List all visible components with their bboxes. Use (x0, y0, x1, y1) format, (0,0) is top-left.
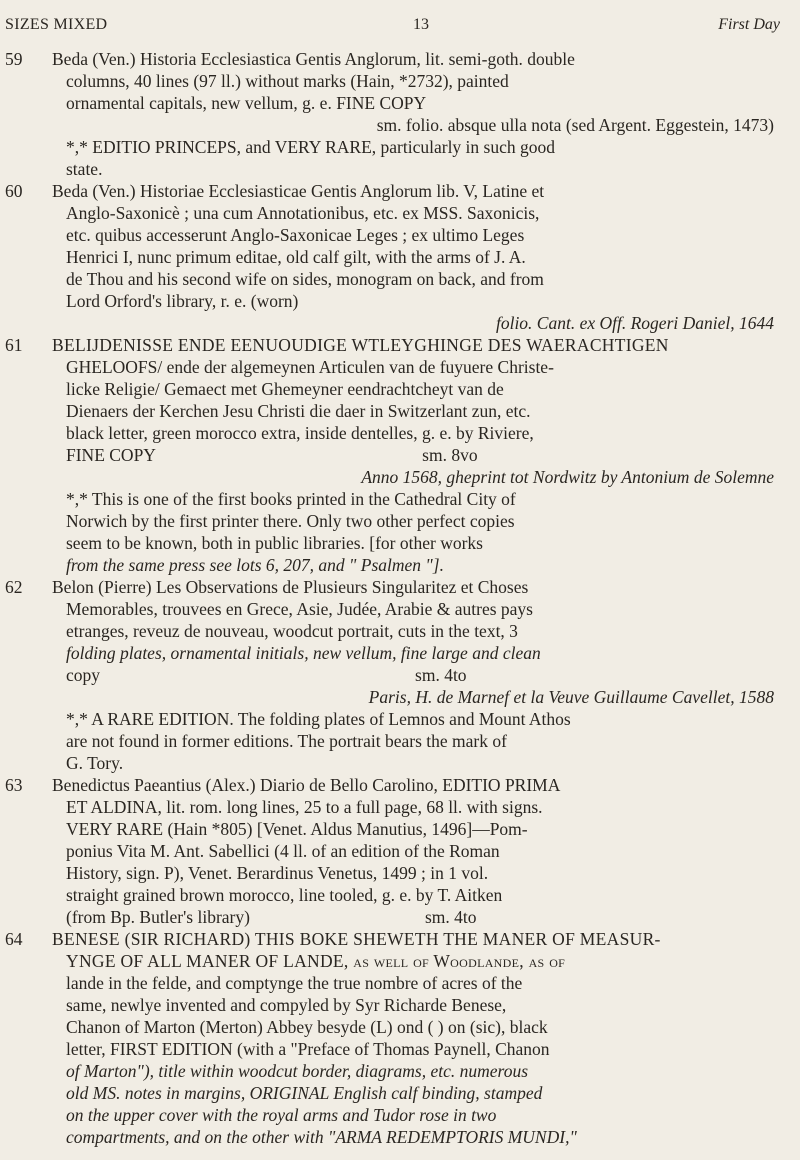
entry-line: columns, 40 lines (97 ll.) without marks (Hain, *2732), painted (66, 71, 509, 91)
entry-line: Anglo-Saxonicè ; una cum Annotationibus, etc. ex MSS. Saxonicis, (66, 203, 540, 223)
entry-note: *,* EDITIO PRINCEPS, and VERY RARE, particularly in such good (66, 137, 556, 157)
lot-entries (0, 48, 800, 1148)
entry-line: de Thou and his second wife on sides, monogram on back, and from (66, 269, 544, 289)
entry-line: of Marton"), title within woodcut border, diagrams, etc. numerous (66, 1061, 529, 1081)
entry-note: from the same press see lots 6, 207, and " Psalmen "]. (66, 555, 444, 575)
entry-line: Lord Orford's library, r. e. (worn) (66, 291, 299, 311)
entry-line: Belon (Pierre) Les Observations de Plusieurs Singularitez et Choses (52, 577, 529, 597)
entry-line: copy sm. 4to (66, 665, 467, 685)
entry-line: folio. Cant. ex Off. Rogeri Daniel, 1644 (495, 313, 774, 333)
entry-note: state. (66, 159, 103, 179)
entry-line: Chanon of Marton (Merton) Abbey besyde (L) ond ( ) on (sic), black (66, 1017, 548, 1037)
lot-entry (0, 180, 800, 334)
lot-entry (0, 928, 800, 1148)
page-header (5, 10, 780, 38)
entry-line: YNGE OF ALL MANER OF LANDE, as well of Woodlande, as of (66, 951, 566, 971)
entry-line: etranges, reveuz de nouveau, woodcut portrait, cuts in the text, 3 (66, 621, 518, 641)
entry-note: *,* This is one of the first books printed in the Cathedral City of (66, 489, 516, 509)
entry-line: letter, FIRST EDITION (with a "Preface of Thomas Paynell, Chanon (66, 1039, 550, 1059)
lot-number: 63 (5, 775, 23, 795)
entry-line: folding plates, ornamental initials, new vellum, fine large and clean (66, 643, 541, 663)
lot-description (52, 928, 776, 1148)
entry-line: ornamental capitals, new vellum, g. e. FINE COPY (66, 93, 427, 113)
entry-line: (from Bp. Butler's library) sm. 4to (66, 907, 477, 927)
entry-line: Beda (Ven.) Historia Ecclesiastica Gentis Anglorum, lit. semi-goth. double (52, 49, 575, 69)
entry-line: Henrici I, nunc primum editae, old calf gilt, with the arms of J. A. (66, 247, 526, 267)
entry-line: GHELOOFS/ ende der algemeynen Articulen van de fuyuere Christe- (66, 357, 554, 377)
entry-line: licke Religie/ Gemaect met Ghemeyner eendrachtcheyt van de (66, 379, 504, 399)
lot-number: 62 (5, 577, 23, 597)
entry-note: seem to be known, both in public libraries. [for other works (66, 533, 483, 553)
entry-note: Norwich by the first printer there. Only two other perfect copies (66, 511, 515, 531)
lot-description (52, 48, 776, 180)
header-sale-day: First Day (718, 16, 780, 33)
lot-description (52, 576, 776, 774)
lot-description (52, 180, 776, 334)
lot-entry (0, 576, 800, 774)
entry-line: etc. quibus accesserunt Anglo-Saxonicae Leges ; ex ultimo Leges (66, 225, 525, 245)
lot-number: 61 (5, 335, 23, 355)
entry-line: old MS. notes in margins, ORIGINAL English calf binding, stamped (66, 1083, 543, 1103)
entry-line: Beda (Ven.) Historiae Ecclesiasticae Gentis Anglorum lib. V, Latine et (52, 181, 545, 201)
lot-number: 60 (5, 181, 23, 201)
lot-entry (0, 48, 800, 180)
entry-line: Memorables, trouvees en Grece, Asie, Judée, Arabie & autres pays (66, 599, 533, 619)
entry-line: on the upper cover with the royal arms and Tudor rose in two (66, 1105, 497, 1125)
header-section-title: SIZES MIXED (5, 16, 108, 33)
entry-line: History, sign. P), Venet. Berardinus Venetus, 1499 ; in 1 vol. (66, 863, 489, 883)
lot-description (52, 774, 776, 928)
entry-line: ET ALDINA, lit. rom. long lines, 25 to a full page, 68 ll. with signs. (66, 797, 543, 817)
lot-description (52, 334, 776, 576)
entry-line: BENESE (SIR RICHARD) THIS BOKE SHEWETH THE MANER OF MEASUR- (52, 929, 661, 949)
lot-number: 59 (5, 49, 23, 69)
entry-line: same, newlye invented and compyled by Syr Richarde Benese, (66, 995, 507, 1015)
entry-note: are not found in former editions. The portrait bears the mark of (66, 731, 507, 751)
entry-line: FINE COPY sm. 8vo (66, 445, 478, 465)
entry-line: Paris, H. de Marnef et la Veuve Guillaume Cavellet, 1588 (368, 687, 774, 707)
entry-line: compartments, and on the other with "ARMA REDEMPTORIS MUNDI," (66, 1127, 577, 1147)
entry-line: Benedictus Paeantius (Alex.) Diario de Bello Carolino, EDITIO PRIMA (52, 775, 561, 795)
entry-line: black letter, green morocco extra, inside dentelles, g. e. by Riviere, (66, 423, 534, 443)
lot-number: 64 (5, 929, 23, 949)
entry-line: VERY RARE (Hain *805) [Venet. Aldus Manutius, 1496]—Pom- (66, 819, 528, 839)
entry-note: *,* A RARE EDITION. The folding plates of Lemnos and Mount Athos (66, 709, 571, 729)
entry-line: sm. folio. absque ulla nota (sed Argent. Eggestein, 1473) (376, 115, 774, 135)
lot-entry (0, 774, 800, 928)
entry-line: ponius Vita M. Ant. Sabellici (4 ll. of an edition of the Roman (66, 841, 500, 861)
entry-line: Dienaers der Kerchen Jesu Christi die daer in Switzerlant zun, etc. (66, 401, 531, 421)
lot-entry (0, 334, 800, 576)
entry-line: Anno 1568, gheprint tot Nordwitz by Antonium de Solemne (361, 467, 774, 487)
page-number: 13 (413, 16, 429, 33)
entry-line: lande in the felde, and comptynge the true nombre of acres of the (66, 973, 523, 993)
entry-line: BELIJDENISSE ENDE EENUOUDIGE WTLEYGHINGE DES WAERACHTIGEN (52, 335, 669, 355)
entry-note: G. Tory. (66, 753, 124, 773)
entry-line: straight grained brown morocco, line tooled, g. e. by T. Aitken (66, 885, 503, 905)
